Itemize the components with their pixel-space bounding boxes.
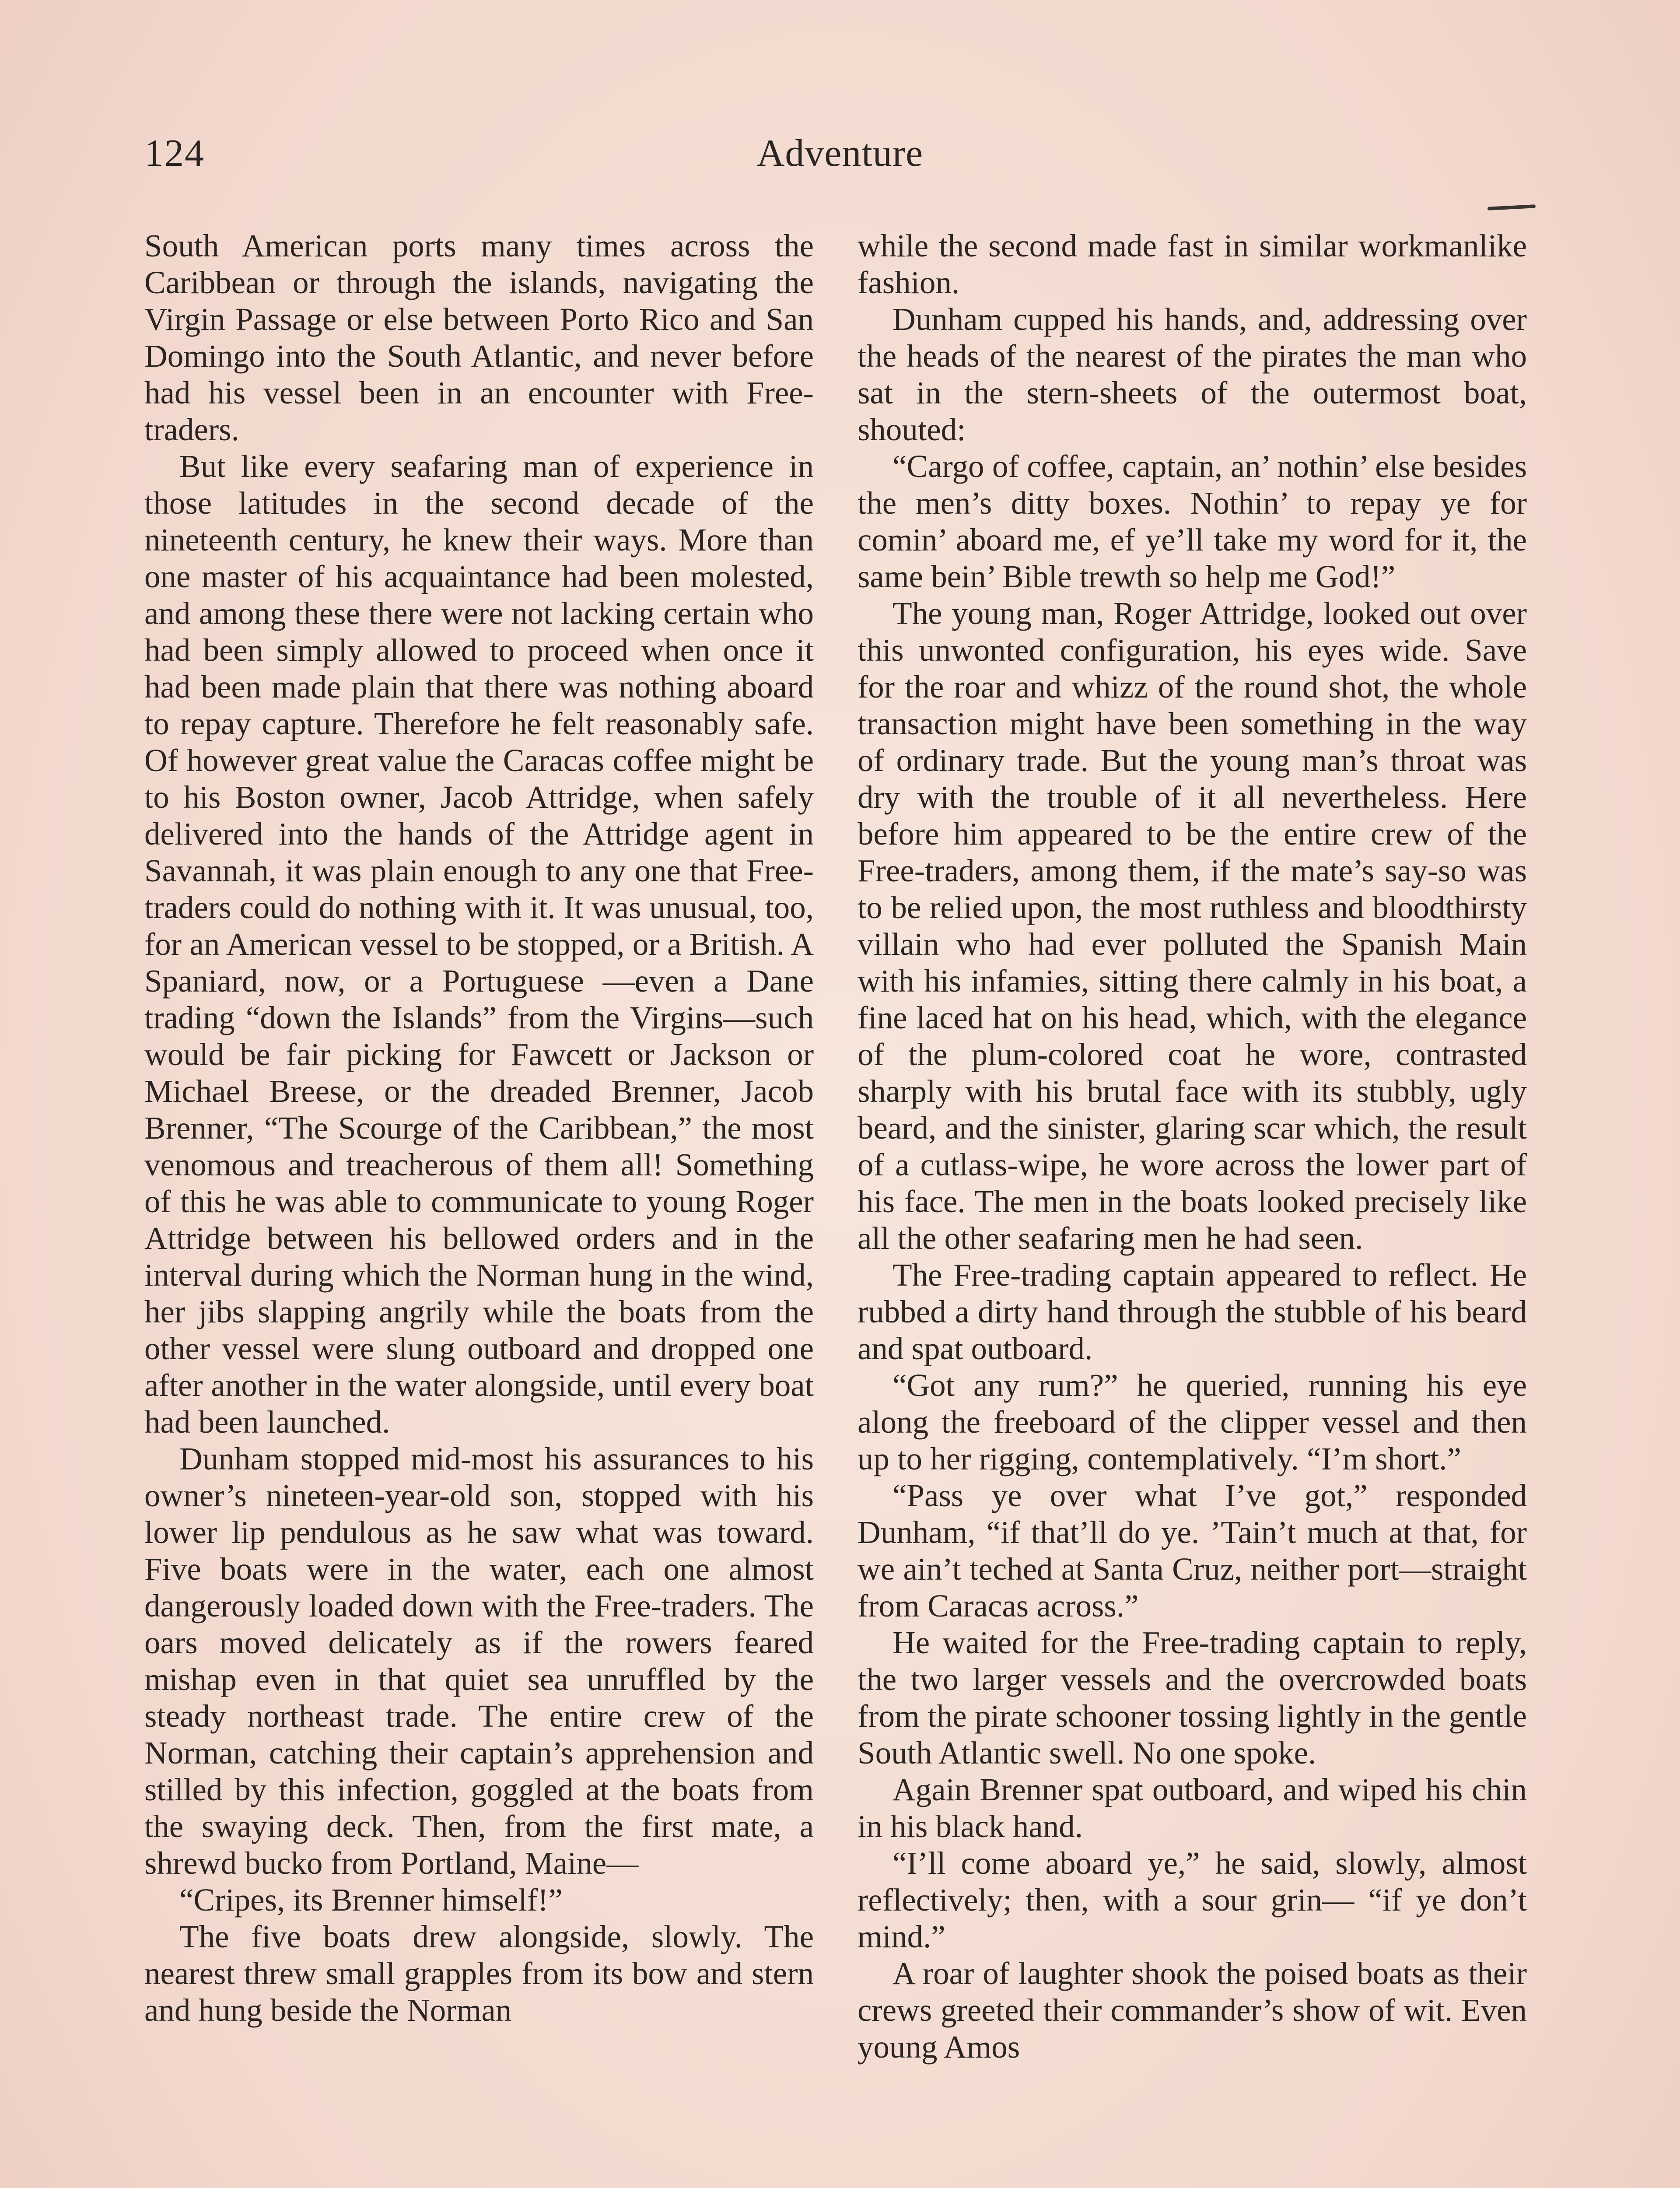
paragraph: A roar of laughter shook the poised boats as their crews greeted their commander’s show of wit. Even young Amos xyxy=(858,1956,1527,2065)
page-header xyxy=(144,131,1536,188)
running-head: Adventure xyxy=(756,132,924,175)
paragraph: Dunham stopped mid-most his assurances to his owner’s nineteen-year-old son, stopped with his lower lip pendulous as he saw what was toward. Five boats were in the water, each one almost dangerously loaded down with the Free-traders. The oars moved delicately as if the rowers feared mishap even in that quiet sea unruffled by the steady northeast trade. The entire crew of the Norman, catching their captain’s apprehension and stilled by this infection, goggled at the boats from the swaying deck. Then, from the first mate, a shrewd bucko from Portland, Maine— xyxy=(144,1441,814,1881)
paragraph: “I’ll come aboard ye,” he said, slowly, almost reflectively; then, with a sour grin— “if ye don’t mind.” xyxy=(858,1845,1527,1954)
left-column xyxy=(144,228,814,2029)
right-column xyxy=(858,228,1527,2065)
paragraph: “Cargo of coffee, captain, an’ nothin’ else besides the men’s ditty boxes. Nothin’ to repay ye for comin’ aboard me, ef ye’ll take my word for it, the same bein’ Bible trewth so help me God!” xyxy=(858,449,1527,594)
paragraph: “Cripes, its Brenner himself!” xyxy=(179,1882,563,1918)
paragraph: Again Brenner spat outboard, and wiped his chin in his black hand. xyxy=(858,1772,1527,1844)
paragraph: “Pass ye over what I’ve got,” responded Dunham, “if that’ll do ye. ’Tain’t much at that, for we ain’t teched at Santa Cruz, neither port—straight from Caracas across.” xyxy=(858,1478,1527,1623)
paragraph: “Got any rum?” he queried, running his eye along the freeboard of the clipper vessel and then up to her rigging, contemplatively. “I’m short.” xyxy=(858,1368,1527,1476)
paragraph: South American ports many times across the Caribbean or through the islands, navigating the Virgin Passage or else between Porto Rico and San Domingo into the South Atlantic, and never before had his vessel been in an encounter with Free-traders. xyxy=(144,228,814,447)
paragraph: But like every seafaring man of experience in those latitudes in the second decade of the nineteenth century, he knew their ways. More than one master of his acquaintance had been molested, and among these there were not lacking certain who had been simply allowed to proceed when once it had been made plain that there was nothing aboard to repay capture. Therefore he felt reasonably safe. Of however great value the Caracas coffee might be to his Boston owner, Jacob Attridge, when safely delivered into the hands of the Attridge agent in Savannah, it was plain enough to any one that Free-traders could do nothing with it. It was unusual, too, for an American vessel to be stopped, or a British. A Spaniard, now, or a Portuguese —even a Dane trading “down the Islands” from the Virgins—such would be fair picking for Fawcett or Jackson or Michael Breese, or the dreaded Brenner, Jacob Brenner, “The Scourge of the Caribbean,” the most venomous and treacherous of them all! Something of this he was able to communicate to young Roger Attridge between his bellowed orders and in the interval during which the Norman hung in the wind, her jibs slapping angrily while the boats from the other vessel were slung outboard and dropped one after another in the water alongside, until every boat had been launched. xyxy=(144,449,814,1440)
paragraph: The Free-trading captain appeared to reflect. He rubbed a dirty hand through the stubble of his beard and spat outboard. xyxy=(858,1257,1527,1366)
ink-mark xyxy=(1488,204,1536,210)
paragraph: He waited for the Free-trading captain to reply, the two larger vessels and the overcrowded boats from the pirate schooner tossing lightly in the gentle South Atlantic swell. No one spoke. xyxy=(858,1625,1527,1771)
paragraph: while the second made fast in similar workmanlike fashion. xyxy=(858,228,1527,300)
paragraph: The young man, Roger Attridge, looked out over this unwonted configuration, his eyes wide. Save for the roar and whizz of the round shot, the whole transaction might have been something in the way of ordinary trade. But the young man’s throat was dry with the trouble of it all nevertheless. Here before him appeared to be the entire crew of the Free-traders, among them, if the mate’s say-so was to be relied upon, the most ruthless and bloodthirsty villain who had ever polluted the Spanish Main with his infamies, sitting there calmly in his boat, a fine laced hat on his head, which, with the elegance of the plum-colored coat he wore, contrasted sharply with his brutal face with its stubbly, ugly beard, and the sinister, glaring scar which, the result of a cutlass-wipe, he wore across the lower part of his face. The men in the boats looked precisely like all the other seafaring men he had seen. xyxy=(858,596,1527,1256)
paragraph: The five boats drew alongside, slowly. The nearest threw small grapples from its bow and stern and hung beside the Norman xyxy=(144,1919,814,2028)
paragraph: Dunham cupped his hands, and, addressing over the heads of the nearest of the pirates the man who sat in the stern-sheets of the outermost boat, shouted: xyxy=(858,302,1527,447)
page-number: 124 xyxy=(144,132,205,175)
